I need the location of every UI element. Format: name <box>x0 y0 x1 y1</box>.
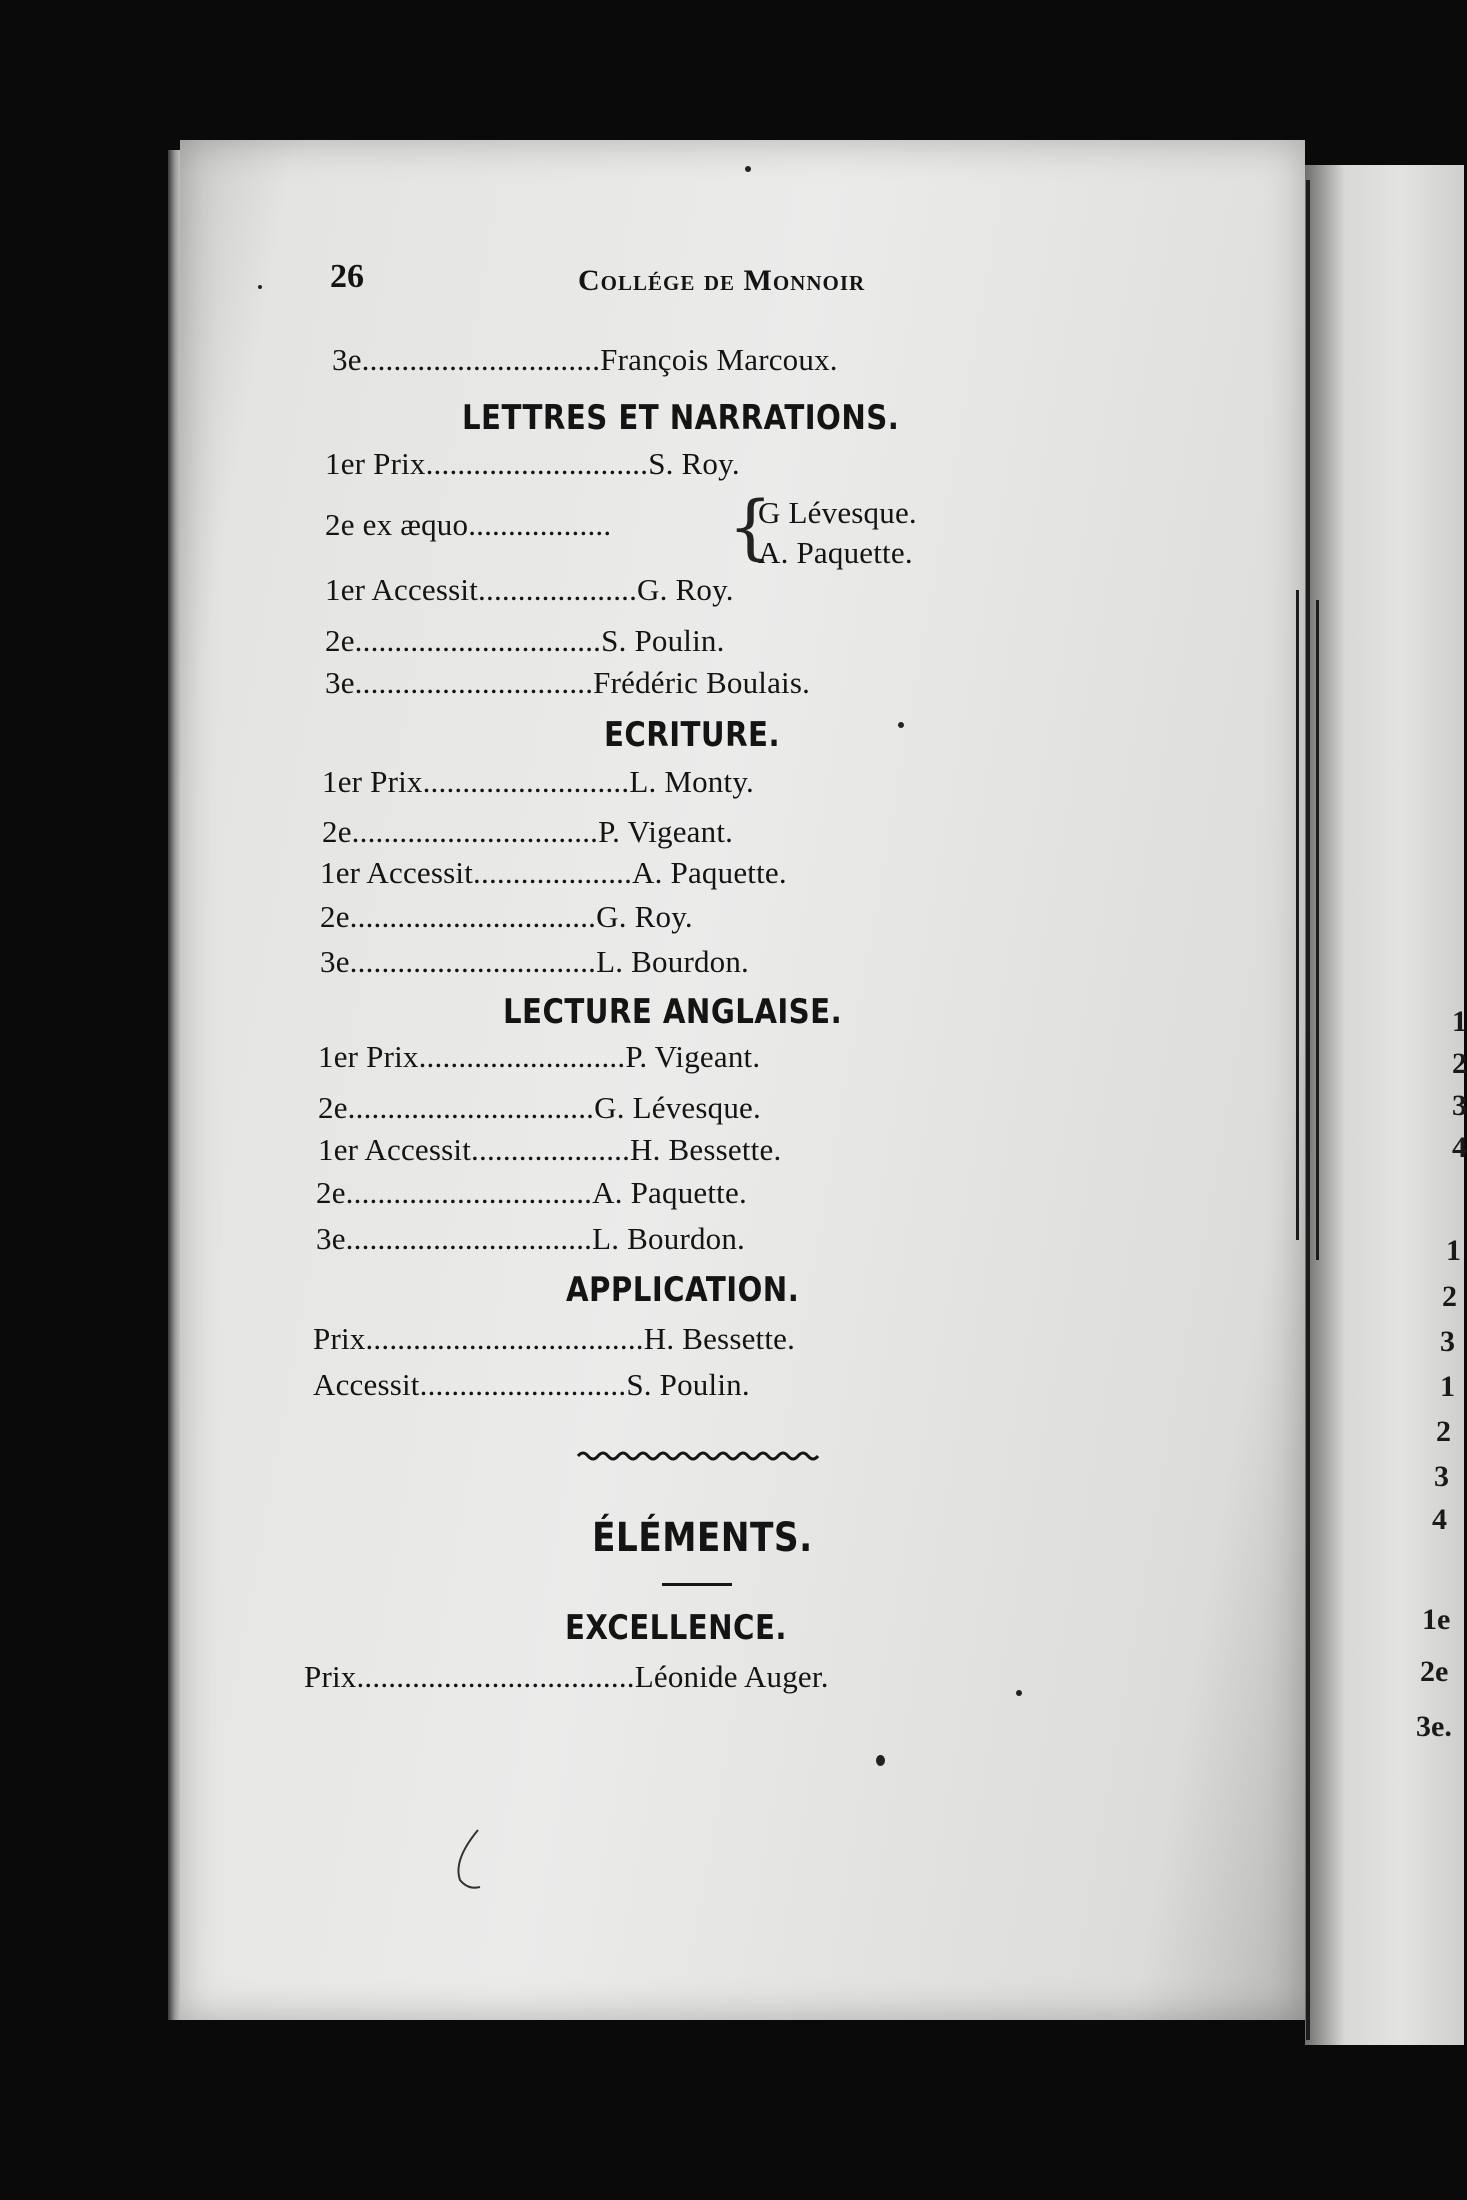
ink-speck <box>876 1755 885 1766</box>
rank-label: 1er Prix <box>325 446 426 481</box>
leader-dots: .......................... <box>418 1039 626 1074</box>
list-item <box>316 1222 745 1256</box>
section-heading: LECTURE ANGLAISE. <box>503 992 843 1032</box>
list-item <box>325 666 810 700</box>
facing-fragment: 3 <box>1452 1089 1467 1122</box>
facing-fragment: 2 <box>1442 1280 1457 1313</box>
recipient-name: L. Bourdon. <box>592 1221 746 1256</box>
recipient-name: H. Bessette. <box>643 1321 796 1356</box>
leader-dots: ................................... <box>356 1659 635 1694</box>
rank-label: 1er Accessit <box>318 1132 472 1167</box>
recipient-name: A. Paquette. <box>592 1175 747 1210</box>
list-item <box>318 1133 781 1167</box>
ink-speck <box>258 285 262 289</box>
recipient-name: L. Monty. <box>629 764 754 799</box>
part-heading: ÉLÉMENTS. <box>592 1515 813 1561</box>
leader-dots: .................... <box>478 572 638 607</box>
recipient-name: P. Vigeant. <box>598 814 734 849</box>
section-heading: APPLICATION. <box>566 1270 800 1310</box>
list-item <box>325 573 734 607</box>
leader-dots: ............................... <box>347 1090 595 1125</box>
list-item <box>322 765 754 799</box>
list-item <box>325 447 740 481</box>
recipient-name: François Marcoux. <box>600 342 838 377</box>
recipient-name: Frédéric Boulais. <box>593 665 811 700</box>
facing-fragment: 1 <box>1452 1005 1467 1038</box>
list-item <box>313 1368 750 1402</box>
recipient-name: S. Poulin. <box>601 623 725 658</box>
list-item <box>318 1040 760 1074</box>
spine-line <box>1306 180 1310 2040</box>
rank-label: 2e <box>316 1175 346 1210</box>
facing-fragment: 3 <box>1440 1325 1455 1358</box>
leader-dots: ............................... <box>349 899 597 934</box>
leader-dots: ............................... <box>345 1175 593 1210</box>
leader-dots: .................... <box>471 1132 631 1167</box>
rank-label: Accessit <box>313 1367 420 1402</box>
rank-label: 2e <box>322 814 352 849</box>
rank-label: 3e <box>325 665 355 700</box>
recipient-name: G. Roy. <box>596 899 693 934</box>
rank-label: 2e <box>320 899 350 934</box>
leader-dots: ............................... <box>351 814 599 849</box>
rank-label: 3e <box>320 944 350 979</box>
recipient-name: A. Paquette. <box>758 535 913 570</box>
binding-thread <box>1296 590 1299 1240</box>
leader-dots: ............................... <box>349 944 597 979</box>
facing-fragment: 2 <box>1452 1047 1467 1080</box>
leader-dots: ................................... <box>365 1321 644 1356</box>
pencil-mark <box>448 1825 488 1895</box>
list-item <box>325 508 611 542</box>
list-item <box>322 815 733 849</box>
page-number: 26 <box>330 258 364 295</box>
rank-label: 1er Accessit <box>325 572 479 607</box>
rank-label: Prix <box>304 1659 357 1694</box>
recipient-name: Léonide Auger. <box>634 1659 829 1694</box>
leader-dots: .......................... <box>422 764 630 799</box>
list-item <box>332 343 838 377</box>
facing-page <box>1305 165 1464 2045</box>
leader-dots: ............................... <box>354 623 602 658</box>
section-heading: LETTRES ET NARRATIONS. <box>462 398 900 438</box>
wavy-divider <box>578 1448 823 1464</box>
leader-dots: ............................... <box>345 1221 593 1256</box>
leader-dots: .......................... <box>419 1367 627 1402</box>
facing-fragment: 3e. <box>1416 1710 1452 1743</box>
ink-speck <box>898 722 904 728</box>
recipient-name: S. Roy. <box>648 446 740 481</box>
leader-dots: .............................. <box>354 665 594 700</box>
facing-fragment: 3 <box>1434 1460 1449 1493</box>
rank-label: 2e ex æquo <box>325 507 469 542</box>
rank-label: 2e <box>318 1090 348 1125</box>
rank-label: 1er Prix <box>318 1039 419 1074</box>
list-item <box>304 1660 829 1694</box>
list-item <box>320 945 749 979</box>
rank-label: 1er Prix <box>322 764 423 799</box>
rank-label: 2e <box>325 623 355 658</box>
section-heading: EXCELLENCE. <box>565 1608 787 1648</box>
recipient-name: S. Poulin. <box>626 1367 750 1402</box>
recipient-name: P. Vigeant. <box>625 1039 761 1074</box>
running-title: Collége de Monnoir <box>578 264 866 297</box>
facing-fragment: 4 <box>1452 1131 1467 1164</box>
leader-dots: .................... <box>473 855 633 890</box>
list-item <box>313 1322 795 1356</box>
leader-dots: .............................. <box>361 342 601 377</box>
facing-fragment: 2 <box>1436 1415 1451 1448</box>
recipient-name: A. Paquette. <box>632 855 787 890</box>
facing-fragment: 1e <box>1422 1603 1451 1636</box>
section-heading: ECRITURE. <box>604 715 780 755</box>
brace-glyph: { <box>728 486 773 568</box>
facing-fragment: 1 <box>1440 1370 1455 1403</box>
rank-label: 1er Accessit <box>320 855 474 890</box>
short-rule <box>662 1583 732 1586</box>
list-item <box>320 900 693 934</box>
binding-thread <box>1316 600 1319 1260</box>
leader-dots: .................. <box>468 507 612 542</box>
recipient-name: G Lévesque. <box>758 495 917 530</box>
facing-fragment: 4 <box>1432 1503 1447 1536</box>
leader-dots: ............................ <box>425 446 649 481</box>
rank-label: Prix <box>313 1321 366 1356</box>
list-item <box>320 856 787 890</box>
recipient-name: L. Bourdon. <box>596 944 750 979</box>
recipient-name: G. Roy. <box>637 572 734 607</box>
ink-speck <box>745 166 751 172</box>
list-item <box>325 624 725 658</box>
recipient-name: G. Lévesque. <box>594 1090 761 1125</box>
rank-label: 3e <box>316 1221 346 1256</box>
facing-fragment: 1 <box>1446 1234 1461 1267</box>
rank-label: 3e <box>332 342 362 377</box>
recipient-name: H. Bessette. <box>630 1132 782 1167</box>
list-item <box>316 1176 747 1210</box>
facing-fragment: 2e <box>1420 1655 1449 1688</box>
list-item <box>318 1091 761 1125</box>
ink-speck <box>1016 1690 1022 1696</box>
